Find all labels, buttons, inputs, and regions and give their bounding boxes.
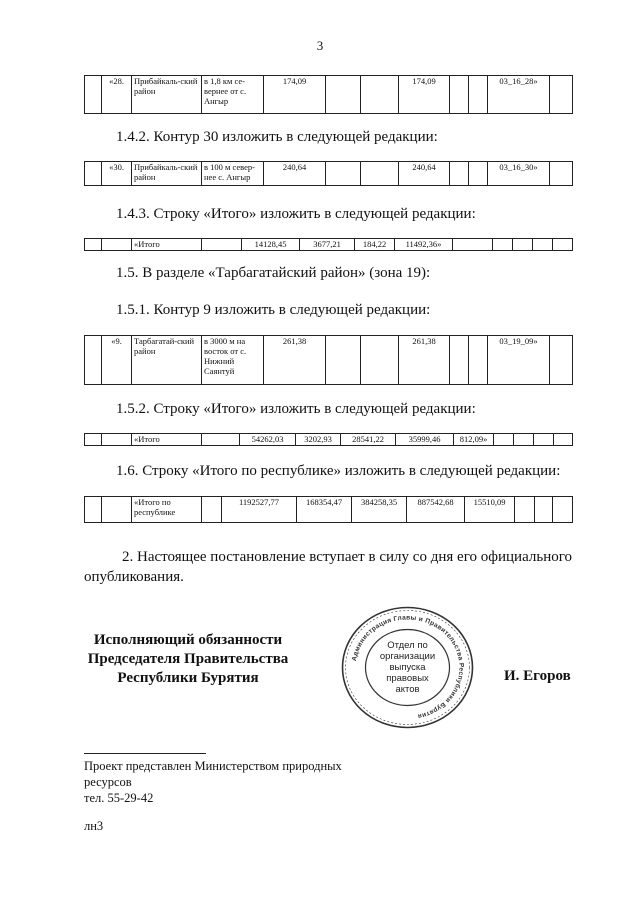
stamp-text: актов	[395, 684, 420, 695]
stamp-text: Отдел по	[387, 640, 428, 651]
area-cell: 174,09	[399, 76, 450, 114]
table-row	[85, 336, 573, 385]
total-value: 384258,35	[352, 497, 407, 523]
table-row	[85, 76, 573, 114]
table-contour-30	[84, 161, 573, 186]
total-value: 11492,36»	[395, 239, 453, 251]
total-value: 14128,45	[242, 239, 300, 251]
table-total-1	[84, 238, 573, 251]
paragraph-1-4-2: 1.4.2. Контур 30 изложить в следующей редакции:	[116, 129, 438, 145]
location-cell: в 3000 м на восток от с. Нижний Саянтуй	[202, 336, 264, 385]
district-cell: Прибайкаль-ский район	[132, 76, 202, 114]
table-row	[85, 434, 573, 446]
footer-line: ресурсов	[84, 775, 132, 789]
area-cell: 261,38	[264, 336, 326, 385]
footer-phone: тел. 55-29-42	[84, 791, 154, 805]
table-total-2	[84, 433, 573, 446]
total-value: 184,22	[355, 239, 395, 251]
total-value: 35999,46	[396, 434, 454, 446]
official-stamp	[340, 605, 475, 730]
signatory-line: Председателя Правительства	[87, 651, 289, 667]
table-row	[85, 162, 573, 186]
contour-number: «9.	[102, 336, 132, 385]
footnote-divider	[84, 753, 206, 754]
total-value: 3202,93	[296, 434, 341, 446]
total-value: 15510,09	[465, 497, 515, 523]
page-number: 3	[316, 38, 324, 53]
table-row	[85, 239, 573, 251]
total-value: 1192527,77	[222, 497, 297, 523]
footer-code: лн3	[84, 819, 104, 833]
stamp-text: выпуска	[389, 662, 426, 673]
contour-number: «30.	[102, 162, 132, 186]
paragraph-1-5-2: 1.5.2. Строку «Итого» изложить в следующей редакции:	[116, 401, 476, 417]
stamp-text: организации	[379, 651, 436, 662]
signatory-name: И. Егоров	[504, 668, 571, 684]
table-row	[85, 497, 573, 523]
stamp-ring-text: Администрация Главы и Правительства Республики Бурятия	[350, 614, 465, 720]
location-cell: в 100 м север-нее с. Ангыр	[202, 162, 264, 186]
signatory-line: Республики Бурятия	[117, 670, 259, 686]
area-cell: 240,64	[264, 162, 326, 186]
total-label: «Итого	[132, 239, 202, 251]
district-cell: Прибайкаль-ский район	[132, 162, 202, 186]
total-value: 3677,21	[300, 239, 355, 251]
final-clause: 2. Настоящее постановление вступает в силу со дня его официального опубликования.	[84, 549, 572, 585]
footer-line: Проект представлен Министерством природных	[84, 759, 342, 773]
total-label: «Итого	[132, 434, 202, 446]
stamp-text: правовых	[386, 673, 429, 684]
area-cell: 240,64	[399, 162, 450, 186]
total-label: «Итого по республике	[132, 497, 202, 523]
signatory-line: Исполняющий обязанности	[93, 632, 283, 648]
total-value: 28541,22	[341, 434, 396, 446]
total-value: 812,09»	[454, 434, 494, 446]
contour-number: «28.	[102, 76, 132, 114]
code-cell: 03_16_28»	[488, 76, 550, 114]
location-cell: в 1,8 км се-вернее от с. Ангыр	[202, 76, 264, 114]
area-cell: 261,38	[399, 336, 450, 385]
paragraph-1-5-1: 1.5.1. Контур 9 изложить в следующей редакции:	[116, 302, 431, 318]
code-cell: 03_19_09»	[488, 336, 550, 385]
total-value: 887542,68	[407, 497, 465, 523]
table-republic-total	[84, 496, 573, 523]
table-contour-28	[84, 75, 573, 114]
table-contour-9	[84, 335, 573, 385]
paragraph-1-4-3: 1.4.3. Строку «Итого» изложить в следующей редакции:	[116, 206, 476, 222]
code-cell: 03_16_30»	[488, 162, 550, 186]
paragraph-1-5: 1.5. В разделе «Тарбагатайский район» (зона 19):	[116, 265, 431, 281]
paragraph-1-6: 1.6. Строку «Итого по республике» изложить в следующей редакции:	[116, 463, 561, 479]
total-value: 54262,03	[240, 434, 296, 446]
area-cell: 174,09	[264, 76, 326, 114]
district-cell: Тарбагатай-ский район	[132, 336, 202, 385]
signatory-position	[84, 631, 292, 688]
total-value: 168354,47	[297, 497, 352, 523]
